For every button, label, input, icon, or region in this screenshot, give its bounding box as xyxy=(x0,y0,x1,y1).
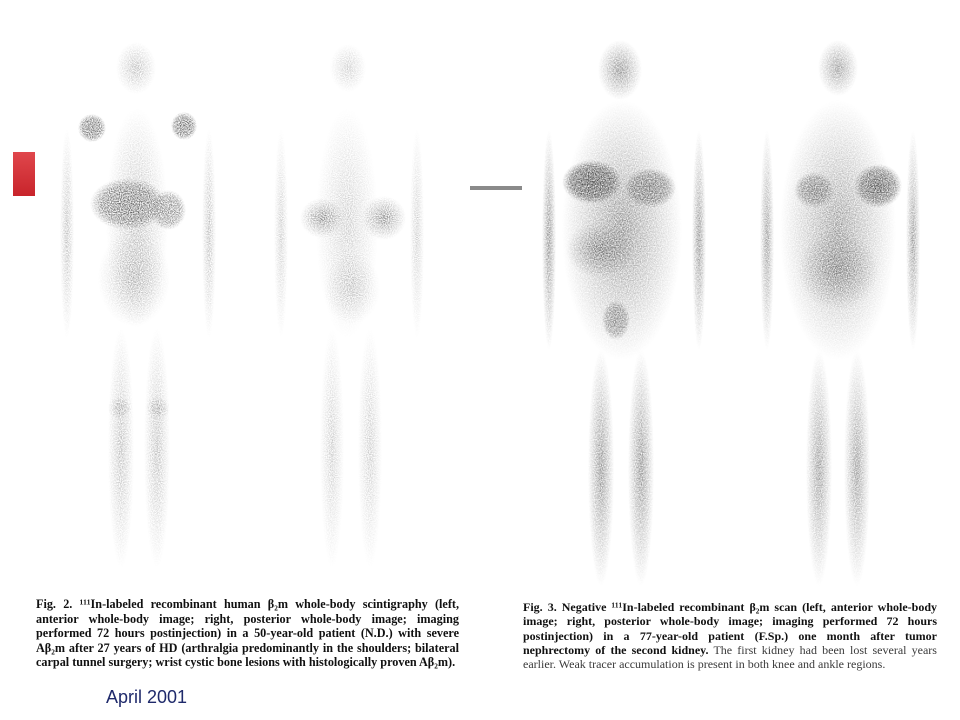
fig3-anterior-scan xyxy=(532,30,732,598)
fig2-label: Fig. 2. xyxy=(36,597,73,611)
fig2-caption-text: ¹¹¹In-labeled recombinant human β₂m whole-body scintigraphy (left, anterior whole-body image; right, posterior whole-body image; imaging performed 72 hours postinjection) in a 50-year-old patient (N.D.) with severe Aβ₂m after 27 years of HD (arthralgia predominantly in the shoulders; bilateral carpal tunnel surgery; wrist cystic bone lesions with histologically proven Aβ₂m). xyxy=(36,597,460,670)
fig3-label: Fig. 3. xyxy=(523,600,557,614)
fig2-posterior-scan xyxy=(260,28,460,590)
fig2-caption xyxy=(36,597,459,670)
divider-dash xyxy=(470,186,522,190)
fig2-anterior-scan xyxy=(36,28,250,590)
fig3-caption-plain: The first kidney had been lost several years earlier. Weak tracer accumulation is present in both knee and ankle regions. xyxy=(523,642,937,672)
fig3-caption-bold: Negative ¹¹¹In-labeled recombinant β₂m scan (left, anterior whole-body image; right, posterior whole-body image; imaging performed 72 hours postinjection) in a 77-year-old patient (F.Sp.) one month after tumor nephrectomy of the second kidney. xyxy=(523,600,937,657)
fig3-posterior-scan xyxy=(752,30,940,598)
slide-accent-bar xyxy=(13,152,35,196)
fig3-caption xyxy=(523,600,937,671)
footer-date: April 2001 xyxy=(106,687,188,707)
